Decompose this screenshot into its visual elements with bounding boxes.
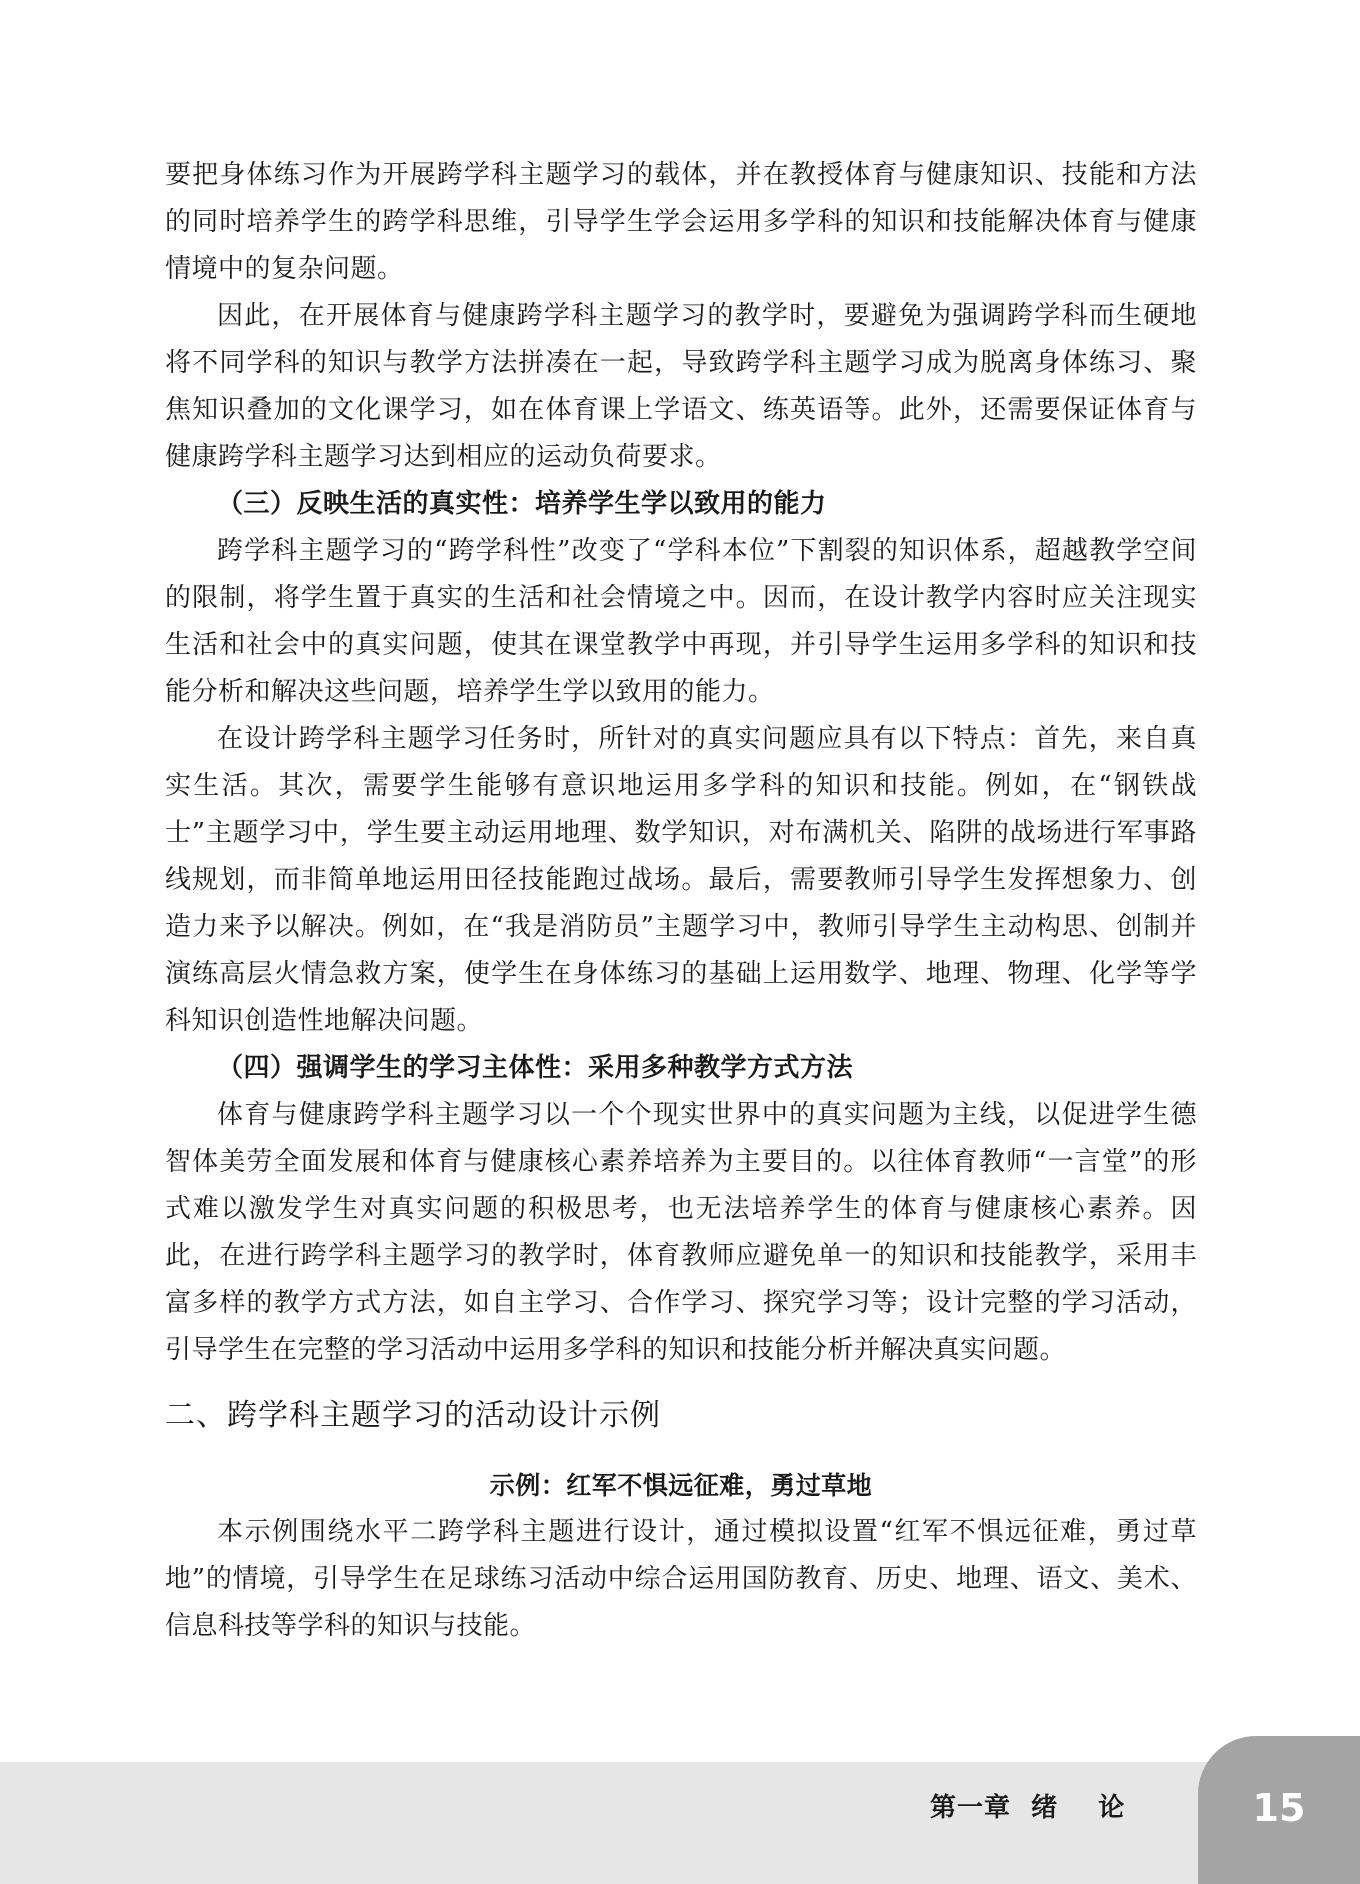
subheading-3: （三）反映生活的真实性：培养学生学以致用的能力 <box>217 489 827 519</box>
footer-chapter-title: 第一章 绪 论 <box>930 1793 1126 1823</box>
paragraph-6: 本示例围绕水平二跨学科主题进行设计，通过模拟设置“红军不惧远征难，勇过草地”的情境，引导学生在足球练习活动中综合运用国防教育、历史、地理、语文、美术、信息科技等学科的知识与技能。 <box>165 1517 1197 1641</box>
section-heading: 二、跨学科主题学习的活动设计示例 <box>165 1398 661 1433</box>
footer-bar <box>0 1762 1360 1884</box>
paragraph-2: 因此，在开展体育与健康跨学科主题学习的教学时，要避免为强调跨学科而生硬地将不同学科的知识与教学方法拼凑在一起，导致跨学科主题学习成为脱离身体练习、聚焦知识叠加的文化课学习，如在体育课上学语文、练英语等。此外，还需要保证体育与健康跨学科主题学习达到相应的运动负荷要求。 <box>165 301 1197 472</box>
paragraph-4: 在设计跨学科主题学习任务时，所针对的真实问题应具有以下特点：首先，来自真实生活。其次，需要学生能够有意识地运用多学科的知识和技能。例如，在“钢铁战士”主题学习中，学生要主动运用地理、数学知识，对布满机关、陷阱的战场进行军事路线规划，而非简单地运用田径技能跑过战场。最后，需要教师引导学生发挥想象力、创造力来予以解决。例如，在“我是消防员”主题学习中，教师引导学生主动构思、创制并演练高层火情急救方案，使学生在身体练习的基础上运用数学、地理、物理、化学等学科知识创造性地解决问题。 <box>165 724 1197 1036</box>
example-title: 示例：红军不惧远征难，勇过草地 <box>489 1471 873 1500</box>
paragraph-3: 跨学科主题学习的“跨学科性”改变了“学科本位”下割裂的知识体系，超越教学空间的限制，将学生置于真实的生活和社会情境之中。因而，在设计教学内容时应关注现实生活和社会中的真实问题，使其在课堂教学中再现，并引导学生运用多学科的知识和技能分析和解决这些问题，培养学生学以致用的能力。 <box>165 536 1197 707</box>
subheading-4: （四）强调学生的学习主体性：采用多种教学方式方法 <box>217 1053 854 1083</box>
paragraph-5: 体育与健康跨学科主题学习以一个个现实世界中的真实问题为主线，以促进学生德智体美劳全面发展和体育与健康核心素养培养为主要目的。以往体育教师“一言堂”的形式难以激发学生对真实问题的积极思考，也无法培养学生的体育与健康核心素养。因此，在进行跨学科主题学习的教学时，体育教师应避免单一的知识和技能教学，采用丰富多样的教学方式方法，如自主学习、合作学习、探究学习等；设计完整的学习活动，引导学生在完整的学习活动中运用多学科的知识和技能分析并解决真实问题。 <box>165 1100 1197 1365</box>
page-number: 15 <box>1252 1786 1306 1830</box>
page-body <box>165 152 1197 1650</box>
paragraph-1: 要把身体练习作为开展跨学科主题学习的载体，并在教授体育与健康知识、技能和方法的同时培养学生的跨学科思维，引导学生学会运用多学科的知识和技能解决体育与健康情境中的复杂问题。 <box>165 160 1197 284</box>
